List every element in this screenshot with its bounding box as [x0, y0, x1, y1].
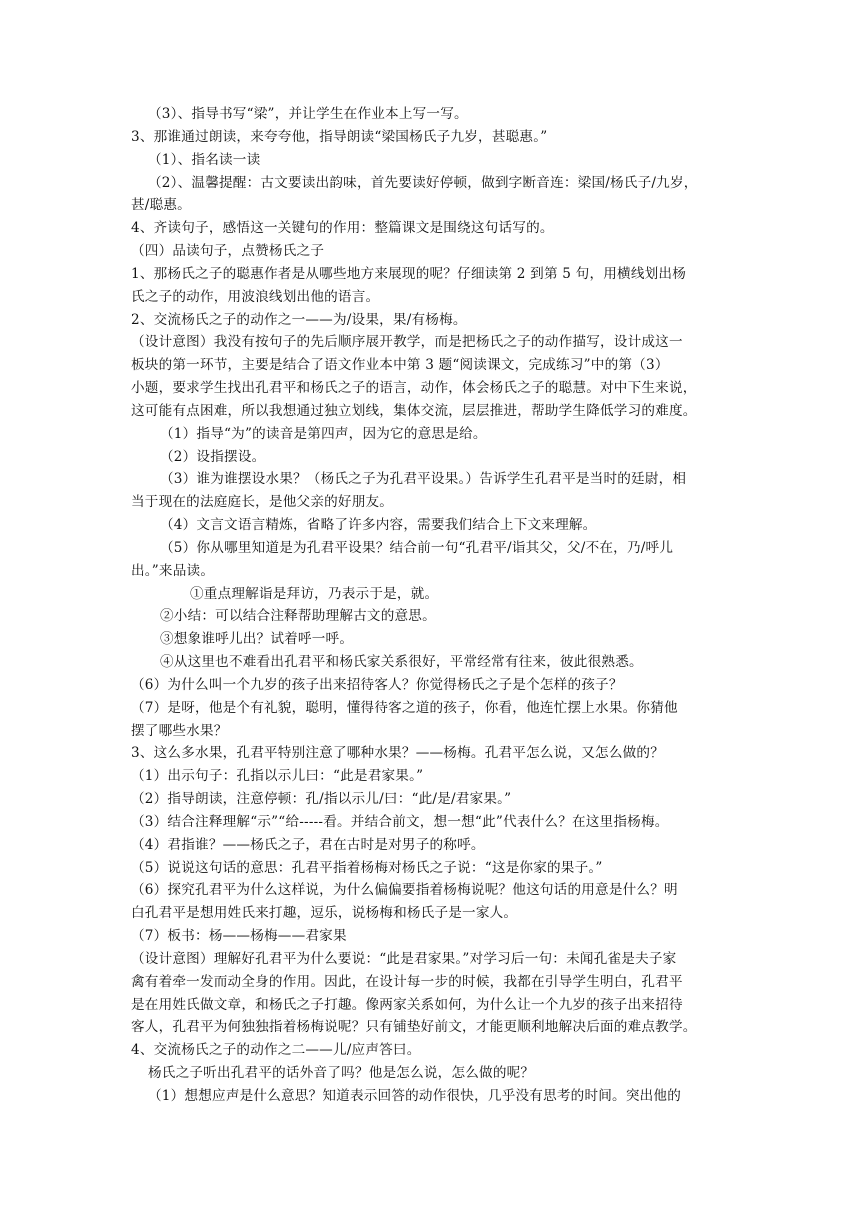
text-line: （1）想想应声是什么意思？知道表示回答的动作很快，几乎没有思考的时间。突出他的	[148, 1088, 682, 1104]
text-line: （2）、温馨提醒：古文要读出韵味，首先要读好停顿，做到字断音连：梁国/杨氏子/九岁，	[148, 175, 698, 191]
text-line: （1）出示句子：孔指以示儿曰：“此是君家果。”	[131, 768, 424, 784]
text-line: ④从这里也不难看出孔君平和杨氏家关系很好，平常经常有往来，彼此很熟悉。	[160, 654, 643, 670]
text-line: 2、交流杨氏之子的动作之一——为/设果，果/有杨梅。	[131, 312, 467, 328]
text-line: （7）板书：杨——杨梅——君家果	[131, 928, 347, 944]
text-line: 甚/聪惠。	[131, 197, 191, 213]
text-line: 氏之子的动作，用波浪线划出他的语言。	[131, 289, 380, 305]
text-line: 4、齐读句子，感悟这一关键句的作用：整篇课文是围绕这句话写的。	[131, 220, 554, 236]
text-line: 禽有着牵一发而动全身的作用。因此，在设计每一步的时候，我都在引导学生明白，孔君平	[131, 974, 683, 990]
text-line: ②小结：可以结合注释帮助理解古文的意思。	[160, 608, 436, 624]
text-line: ①重点理解诣是拜访，乃表示于是，就。	[190, 586, 439, 602]
text-line: （7）是呀，他是个有礼貌，聪明，懂得待客之道的孩子，你看，他连忙摆上水果。你猜他	[131, 700, 678, 716]
text-line: （4）君指谁？——杨氏之子，君在古时是对男子的称呼。	[131, 837, 485, 853]
text-line: （1）指导“为”的读音是第四声，因为它的意思是给。	[160, 426, 487, 442]
text-line: 这可能有点困难，所以我想通过独立划线，集体交流，层层推进，帮助学生降低学习的难度。	[131, 403, 697, 419]
text-line: （3）、指导书写“梁”，并让学生在作业本上写一写。	[148, 106, 468, 122]
text-line: （6）探究孔君平为什么这样说，为什么偏偏要指着杨梅说呢？他这句话的用意是什么？明	[131, 882, 678, 898]
text-line: 出。”来品读。	[131, 563, 215, 579]
text-line: （2）指导朗读，注意停顿：孔/指以示儿/曰：“此/是/君家果。”	[131, 791, 512, 807]
text-line: 3、那谁通过朗读，来夸夸他，指导朗读“梁国杨氏子九岁，甚聪惠。”	[131, 129, 548, 145]
text-line: 杨氏之子听出孔君平的话外音了吗？他是怎么说，怎么做的呢？	[148, 1065, 535, 1081]
text-line: （4）文言文语言精炼，省略了许多内容，需要我们结合上下文来理解。	[160, 517, 597, 533]
text-line: 白孔君平是想用姓氏来打趣，逗乐，说杨梅和杨氏子是一家人。	[131, 905, 518, 921]
text-line: （3）谁为谁摆设水果？（杨氏之子为孔君平设果。）告诉学生孔君平是当时的廷尉，相	[160, 471, 687, 487]
text-line: 是在用姓氏做文章，和杨氏之子打趣。像两家关系如何，为什么让一个九岁的孩子出来招待	[131, 997, 683, 1013]
text-line: （5）说说这句话的意思：孔君平指着杨梅对杨氏之子说：“这是你家的果子。”	[131, 860, 603, 876]
text-line: （6）为什么叫一个九岁的孩子出来招待客人？你觉得杨氏之子是个怎样的孩子？	[131, 677, 623, 693]
text-line: （3）结合注释理解“示”“给-----看。并结合前文，想一想“此”代表什么？在这里指杨梅。	[131, 814, 669, 830]
text-line: 4、交流杨氏之子的动作之二——儿/应声答曰。	[131, 1042, 421, 1058]
text-line: 3、这么多水果，孔君平特别注意了哪种水果？——杨梅。孔君平怎么说，又怎么做的？	[131, 745, 665, 761]
text-line: 摆了哪些水果？	[131, 723, 228, 739]
text-line: （5）你从哪里知道是为孔君平设果？结合前一句“孔君平/诣其父，父/不在，乃/呼儿	[160, 540, 674, 556]
text-line: （2）设指摆设。	[160, 449, 266, 465]
text-line: （1）、指名读一读	[148, 152, 261, 168]
text-line: （设计意图）理解好孔君平为什么要说：“此是君家果。”对学习后一句：未闻孔雀是夫子家	[131, 951, 677, 967]
section-heading: （四）品读句子，点赞杨氏之子	[131, 243, 325, 259]
text-line: 板块的第一环节，主要是结合了语文作业本中第 3 题“阅读课文，完成练习”中的第（3）	[131, 357, 669, 373]
text-line: 1、那杨氏之子的聪惠作者是从哪些地方来展现的呢？仔细读第 2 到第 5 句，用横线划出杨	[131, 266, 686, 282]
text-line: 小题，要求学生找出孔君平和杨氏之子的语言，动作，体会杨氏之子的聪慧。对中下生来说，	[131, 380, 697, 396]
text-line: ③想象谁呼儿出？试着呼一呼。	[160, 631, 354, 647]
text-line: 当于现在的法庭庭长，是他父亲的好朋友。	[131, 494, 394, 510]
text-line: 客人，孔君平为何独独指着杨梅说呢？只有铺垫好前文，才能更顺利地解决后面的难点教学。	[131, 1019, 697, 1035]
text-line: （设计意图）我没有按句子的先后顺序展开教学，而是把杨氏之子的动作描写，设计成这一	[131, 334, 683, 350]
